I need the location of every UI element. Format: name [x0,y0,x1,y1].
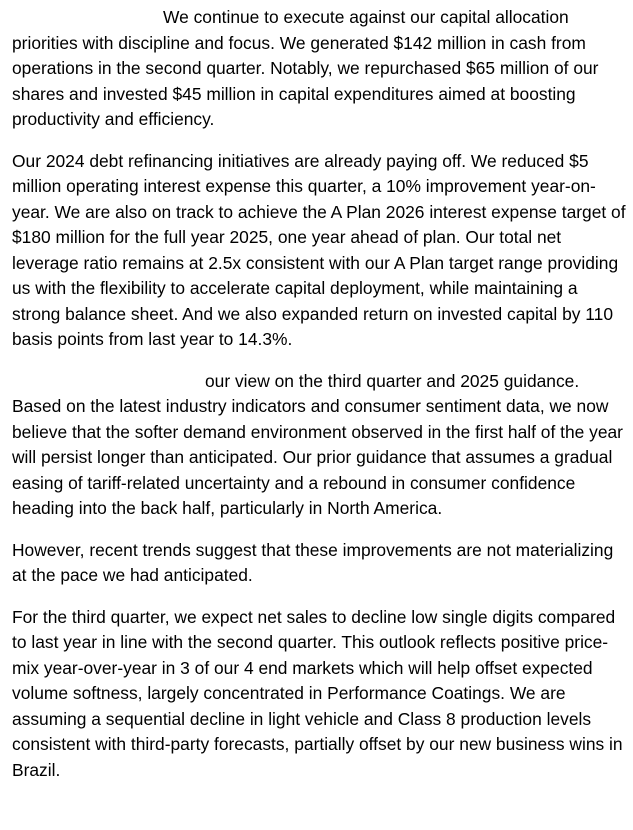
paragraph-third-quarter-outlook: For the third quarter, we expect net sales to decline low single digits compared to last year in line with the second quarter. This outlook reflects positive price-mix year-over-year in 3 of our 4 end markets which will help offset expected volume softness, largely concentrated in Performance Coatings. We are assuming a sequential decline in light vehicle and Class 8 production levels consistent with third-party forecasts, partially offset by our new business wins in Brazil. [12,606,623,780]
paragraph-capital-allocation-text: We continue to execute against our capital allocation priorities with discipline and focus. We generated $142 million in cash from operations in the second quarter. Notably, we repurchased $65 million of our shares and invested $45 million in capital expenditures aimed at boosting productivity and efficiency. [12,7,599,129]
paragraph-guidance-view-text: our view on the third quarter and 2025 guidance. Based on the latest industry indicators and consumer sentiment data, we now believe that the softer demand environment observed in the first half of the year will persist longer than anticipated. Our prior guidance that assumes a gradual easing of tariff-related uncertainty and a rebound in consumer confidence heading into the back half, particularly in North America. [12,370,623,518]
paragraph-guidance-view [12,369,626,522]
paragraph-capital-allocation [12,5,626,133]
paragraph-debt-refinancing: Our 2024 debt refinancing initiatives are already paying off. We reduced $5 million operating interest expense this quarter, a 10% improvement year-on-year. We are also on track to achieve the A Plan 2026 interest expense target of $180 million for the full year 2025, one year ahead of plan. Our total net leverage ratio remains at 2.5x consistent with our A Plan target range providing us with the flexibility to accelerate capital deployment, while maintaining a strong balance sheet. And we also expanded return on invested capital by 110 basis points from last year to 14.3%. [12,150,626,349]
document-body [12,5,626,799]
paragraph-recent-trends: However, recent trends suggest that these improvements are not materializing at the pace we had anticipated. [12,539,614,585]
